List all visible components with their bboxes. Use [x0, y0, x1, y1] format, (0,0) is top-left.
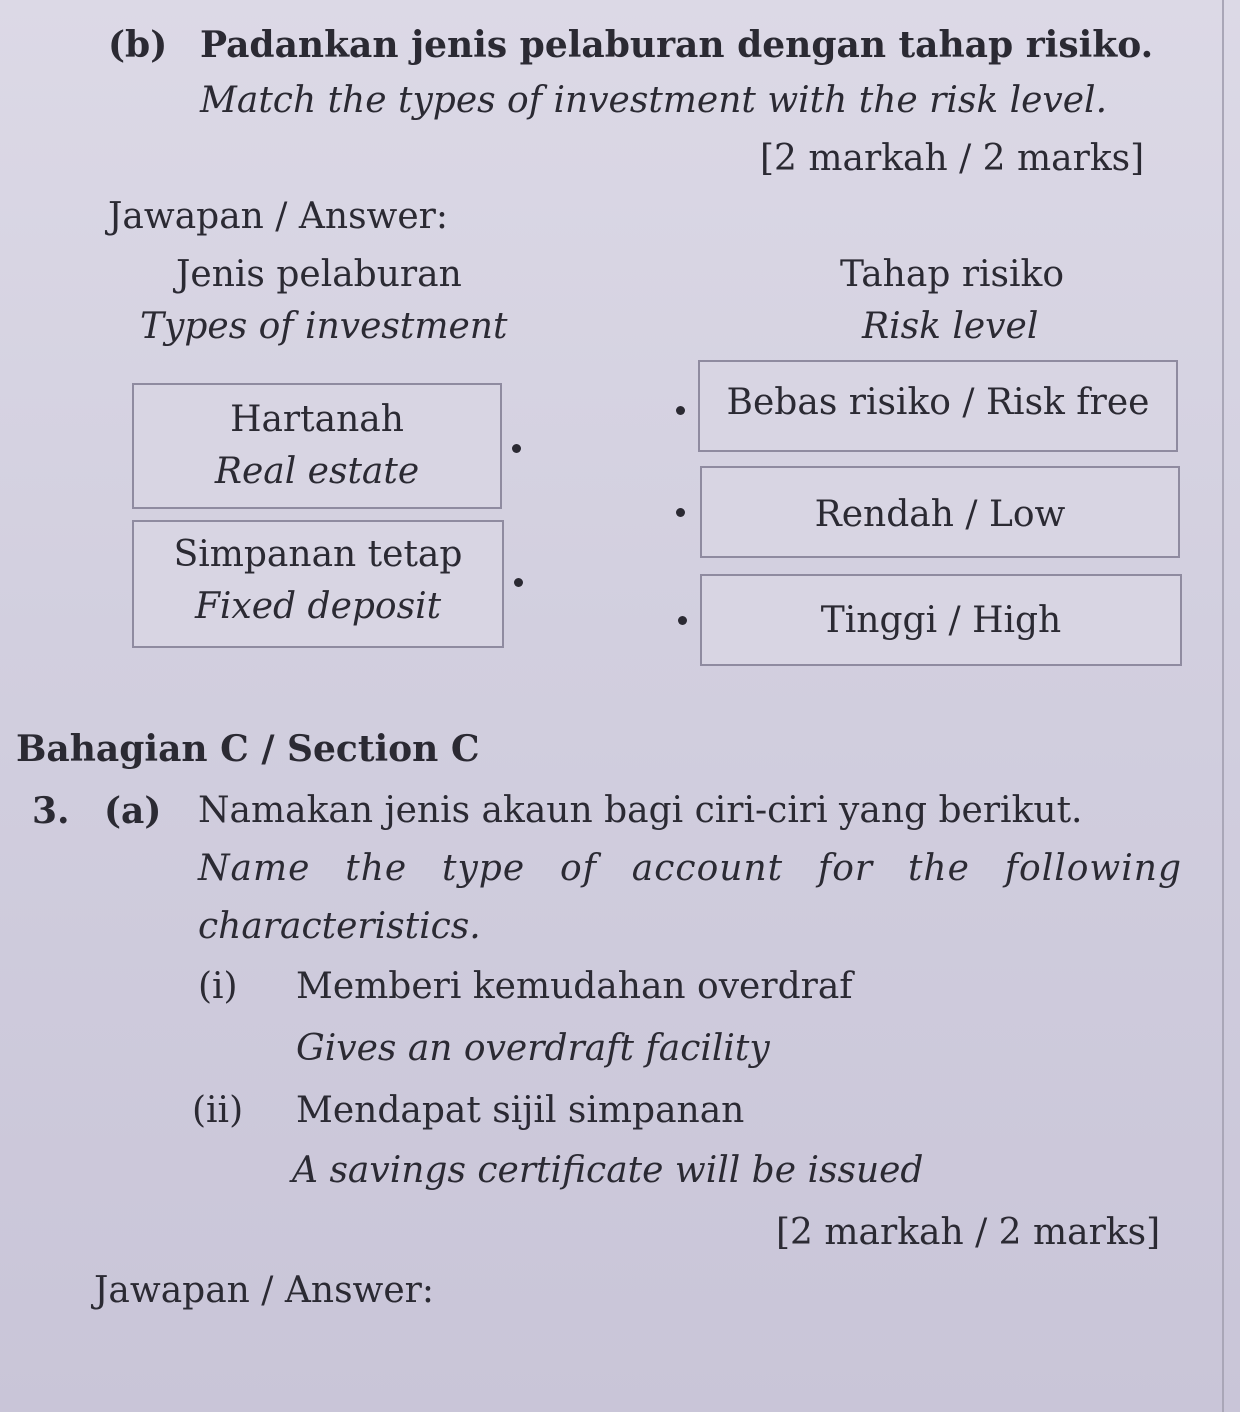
left-heading-en: Types of investment	[140, 306, 508, 347]
investment-box-real-estate	[132, 383, 502, 509]
match-dot-right[interactable]	[678, 616, 687, 625]
match-dot-left[interactable]	[514, 578, 523, 587]
right-heading-en: Risk level	[862, 306, 1039, 347]
section-c-answer-label: Jawapan / Answer:	[94, 1270, 434, 1311]
question-number: 3.	[32, 790, 70, 832]
part-b-label: (b)	[108, 24, 168, 66]
left-heading-ms: Jenis pelaburan	[176, 254, 462, 295]
section-c-title: Bahagian C / Section C	[16, 728, 480, 770]
risk-box-high	[700, 574, 1182, 666]
section-c-question-en-line1: Name the type of account for the following	[198, 848, 1182, 889]
part-b-question-ms: Padankan jenis pelaburan dengan tahap risiko.	[200, 24, 1154, 66]
risk-label: Bebas risiko / Risk free	[726, 382, 1150, 423]
part-b-marks: [2 markah / 2 marks]	[760, 138, 1145, 179]
match-dot-right[interactable]	[676, 406, 685, 415]
item-number: (i)	[198, 966, 238, 1007]
match-dot-left[interactable]	[512, 444, 521, 453]
item-text-en: A savings certificate will be issued	[292, 1150, 924, 1191]
item-number: (ii)	[192, 1090, 244, 1131]
match-dot-right[interactable]	[676, 508, 685, 517]
investment-label-en: Fixed deposit	[194, 586, 442, 627]
section-c-question-ms: Namakan jenis akaun bagi ciri-ciri yang berikut.	[198, 790, 1083, 831]
risk-box-risk-free	[698, 360, 1178, 452]
investment-box-fixed-deposit	[132, 520, 504, 648]
investment-label-ms: Hartanah	[230, 399, 404, 440]
question-part-label: (a)	[104, 790, 162, 832]
investment-label-ms: Simpanan tetap	[173, 534, 463, 575]
risk-box-low	[700, 466, 1180, 558]
item-text-ms: Memberi kemudahan overdraf	[296, 966, 853, 1007]
page-edge	[1222, 0, 1224, 1412]
investment-label-en: Real estate	[214, 451, 420, 492]
section-c-marks: [2 markah / 2 marks]	[776, 1212, 1161, 1253]
risk-label: Tinggi / High	[820, 600, 1062, 641]
item-text-ms: Mendapat sijil simpanan	[296, 1090, 745, 1131]
item-text-en: Gives an overdraft facility	[296, 1028, 770, 1069]
part-b-answer-label: Jawapan / Answer:	[108, 196, 448, 237]
right-heading-ms: Tahap risiko	[840, 254, 1065, 295]
part-b-question-en: Match the types of investment with the risk level.	[200, 80, 1108, 121]
risk-label: Rendah / Low	[814, 494, 1066, 535]
section-c-question-en-line2: characteristics.	[198, 906, 481, 947]
